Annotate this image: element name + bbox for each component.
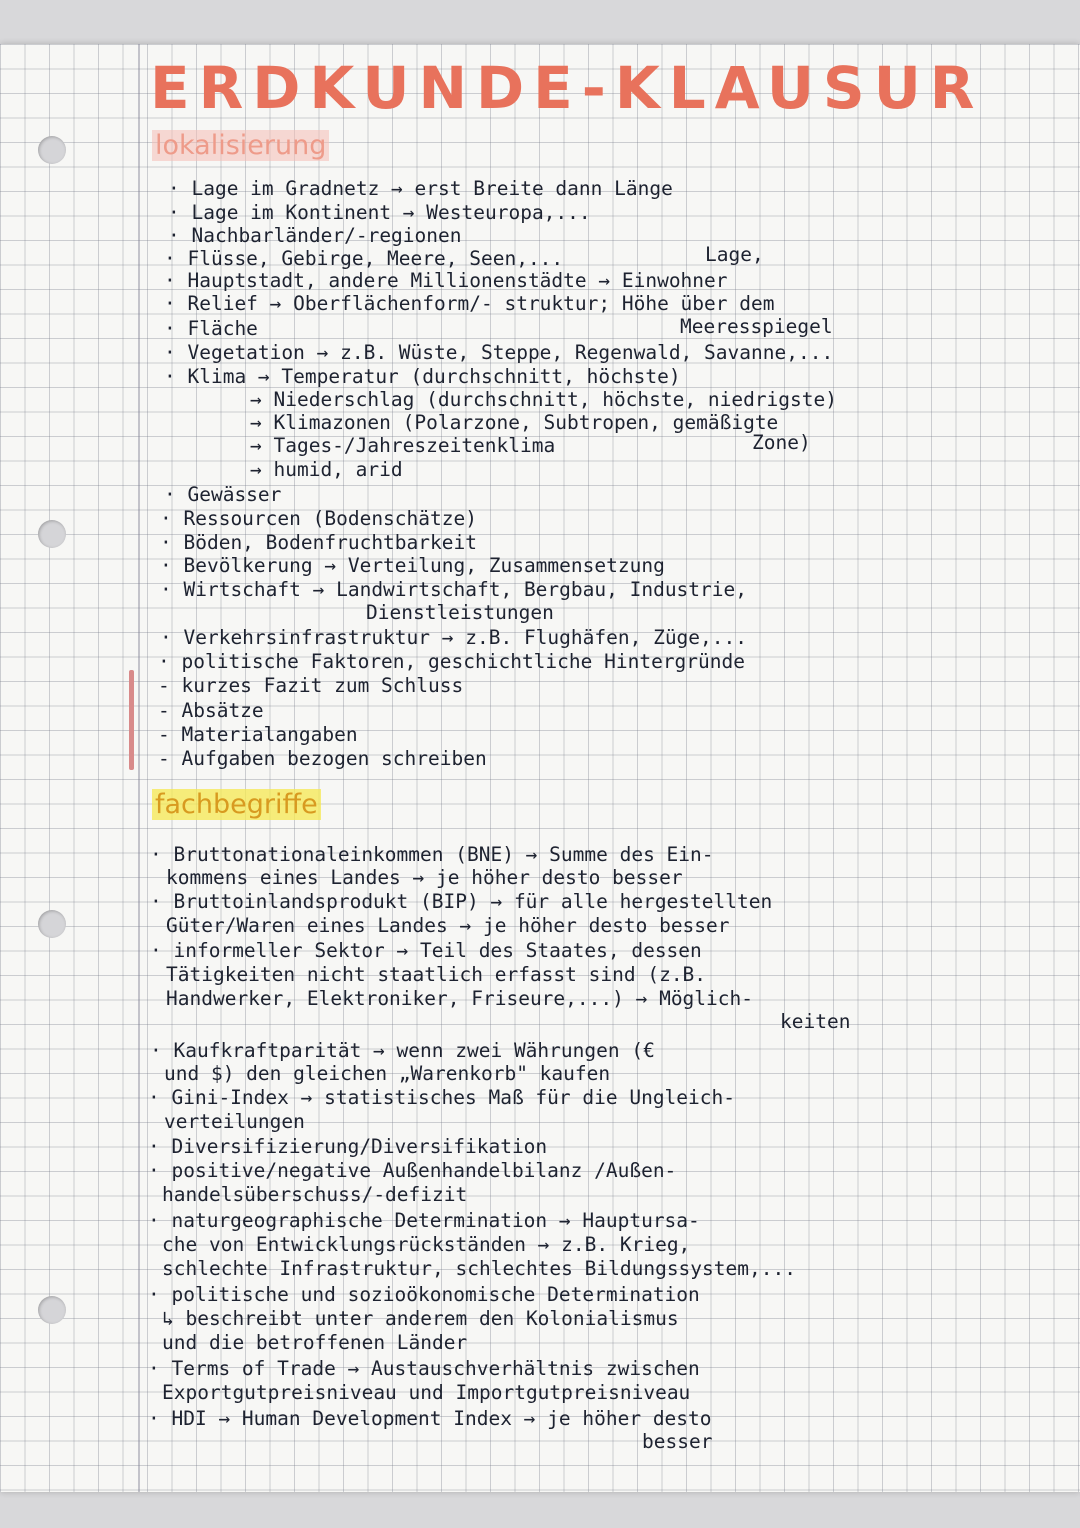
punch-hole — [38, 910, 66, 938]
note-line: · politische Faktoren, geschichtliche Hintergründe — [158, 650, 745, 673]
note-line: Dienstleistungen — [366, 601, 554, 624]
note-line: - Aufgaben bezogen schreiben — [158, 747, 487, 770]
note-line: besser — [642, 1430, 713, 1453]
note-line: · Vegetation → z.B. Wüste, Steppe, Regenwald, Savanne,... — [164, 341, 834, 364]
note-line: · Lage im Kontinent → Westeuropa,... — [168, 201, 591, 224]
note-line: kommens eines Landes → je höher desto besser — [166, 866, 683, 889]
note-line: Güter/Waren eines Landes → je höher desto besser — [166, 914, 730, 937]
note-line: Meeresspiegel — [680, 315, 833, 338]
note-line: · Fläche — [164, 317, 258, 340]
note-line: · Böden, Bodenfruchtbarkeit — [160, 531, 477, 554]
note-line: · Bruttoinlandsprodukt (BIP) → für alle hergestellten — [150, 890, 773, 913]
note-line: · Nachbarländer/-regionen — [168, 224, 462, 247]
note-line: Tätigkeiten nicht staatlich erfasst sind (z.B. — [166, 963, 707, 986]
page-title: ERDKUNDE-KLAUSUR — [150, 54, 984, 122]
note-line: · Bevölkerung → Verteilung, Zusammensetzung — [160, 554, 665, 577]
note-line: · Wirtschaft → Landwirtschaft, Bergbau, Industrie, — [160, 578, 747, 601]
note-line: - Materialangaben — [158, 723, 358, 746]
note-line: verteilungen — [164, 1110, 305, 1133]
note-line: → Tages-/Jahreszeitenklima — [250, 434, 556, 457]
note-line: · Relief → Oberflächenform/- struktur; Höhe über dem — [164, 292, 775, 315]
note-line: · Diversifizierung/Diversifikation — [148, 1135, 548, 1158]
margin-line — [138, 44, 140, 1492]
note-line: · Terms of Trade → Austauschverhältnis zwischen — [148, 1357, 700, 1380]
section-heading-lokalisierung: lokalisierung — [152, 130, 329, 161]
note-line: und $) den gleichen „Warenkorb" kaufen — [164, 1062, 611, 1085]
note-line: Exportgutpreisniveau und Importgutpreisniveau — [162, 1381, 691, 1404]
notebook-page — [0, 44, 1080, 1492]
note-line: · Flüsse, Gebirge, Meere, Seen,... — [164, 247, 564, 270]
note-line: handelsüberschuss/-defizit — [162, 1183, 468, 1206]
punch-hole — [38, 520, 66, 548]
note-line: Lage, — [705, 243, 764, 266]
note-line: · positive/negative Außenhandelbilanz /Außen- — [148, 1159, 677, 1182]
note-line: · Lage im Gradnetz → erst Breite dann Länge — [168, 177, 673, 200]
note-line: - Absätze — [158, 699, 264, 722]
note-line: · Bruttonationaleinkommen (BNE) → Summe des Ein- — [150, 843, 714, 866]
note-line: schlechte Infrastruktur, schlechtes Bildungssystem,... — [162, 1257, 796, 1280]
highlight-bar — [129, 670, 134, 770]
note-line: ↳ beschreibt unter anderem den Kolonialismus — [162, 1307, 679, 1330]
note-line: · Gewässer — [164, 483, 282, 506]
punch-hole — [38, 1296, 66, 1324]
note-line: keiten — [780, 1010, 851, 1033]
note-line: → Niederschlag (durchschnitt, höchste, niedrigste) — [250, 388, 837, 411]
punch-hole — [38, 136, 66, 164]
section-heading-fachbegriffe: fachbegriffe — [152, 789, 321, 820]
note-line: - kurzes Fazit zum Schluss — [158, 674, 464, 697]
note-line: und die betroffenen Länder — [162, 1331, 468, 1354]
note-line: · informeller Sektor → Teil des Staates, dessen — [150, 939, 702, 962]
note-line: → humid, arid — [250, 458, 403, 481]
note-line: Handwerker, Elektroniker, Friseure,...) → Möglich- — [166, 987, 753, 1010]
note-line: Zone) — [752, 431, 811, 454]
note-line: · Verkehrsinfrastruktur → z.B. Flughäfen, Züge,... — [160, 626, 747, 649]
note-line: che von Entwicklungsrückständen → z.B. Krieg, — [162, 1233, 691, 1256]
note-line: · politische und sozioökonomische Determination — [148, 1283, 700, 1306]
note-line: · Ressourcen (Bodenschätze) — [160, 507, 477, 530]
note-line: → Klimazonen (Polarzone, Subtropen, gemäßigte — [250, 411, 779, 434]
note-line: · Kaufkraftparität → wenn zwei Währungen (€ — [150, 1039, 655, 1062]
note-line: · Klima → Temperatur (durchschnitt, höchste) — [164, 365, 681, 388]
note-line: · naturgeographische Determination → Hauptursa- — [148, 1209, 700, 1232]
note-line: · HDI → Human Development Index → je höher desto — [148, 1407, 712, 1430]
note-line: · Hauptstadt, andere Millionenstädte → Einwohner — [164, 269, 728, 292]
note-line: · Gini-Index → statistisches Maß für die Ungleich- — [148, 1086, 735, 1109]
